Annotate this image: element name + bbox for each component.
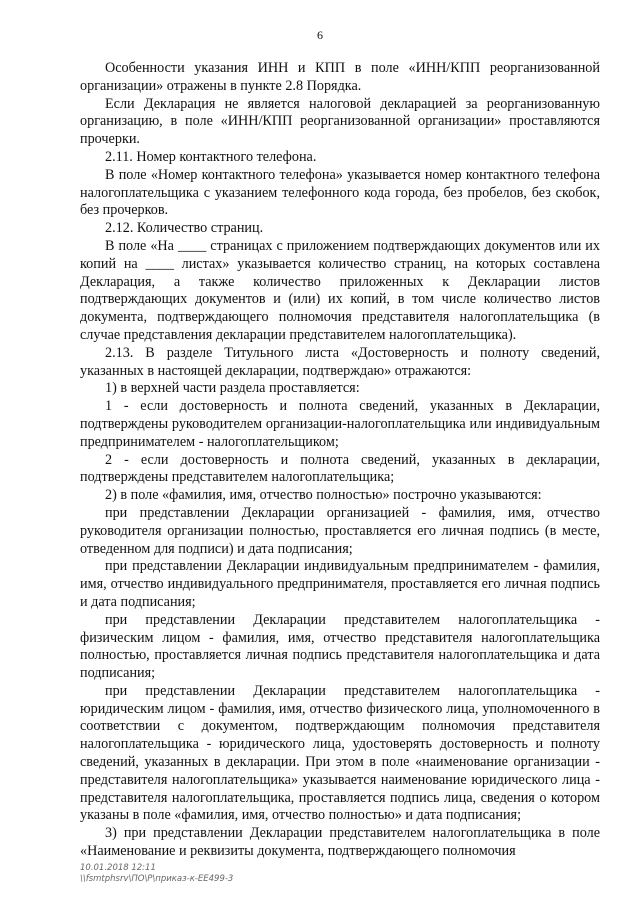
list-item: 3) при представлении Декларации представителем налогоплательщика в поле «Наименование и реквизиты документа, подтверждающего полномочия [80,825,600,860]
list-item: 1) в верхней части раздела проставляется: [105,380,360,397]
list-item: 2) в поле «фамилия, имя, отчество полностью» построчно указываются: [105,487,542,504]
page-number: 6 [317,28,323,42]
paragraph: В поле «На ____ страницах с приложением подтверждающих документов или их копий на ____ листах» указывается количество страниц, на которых составлена Декларация, а также количество приложенных к Декларации листов подтверждающих документов и (или) их копий, в том числе количество листов документа, подтверждающего полномочия представителя налогоплательщика (в случае представления декларации представителем налогоплательщика). [80,237,600,343]
paragraph: В поле «Номер контактного телефона» указывается номер контактного телефона налогоплательщика с указанием телефонного кода города, без пробелов, без скобок, без прочерков. [80,166,600,219]
footer-timestamp: 10.01.2018 12:11 [80,863,156,873]
document-footer [80,863,233,885]
section-heading-2-13: 2.13. В разделе Титульного листа «Достоверность и полноту сведений, указанных в настоящей декларации, подтверждаю» отражаются: [80,344,600,379]
paragraph: при представлении Декларации представителем налогоплательщика - физическим лицом - фамилия, имя, отчество представителя налогоплательщика полностью, проставляется личная подпись представителя налогоплательщика и дата подписания; [80,611,600,682]
list-item: 2 - если достоверность и полнота сведений, указанных в декларации, подтверждены представителем налогоплательщика; [80,451,600,486]
section-heading-2-12: 2.12. Количество страниц. [105,220,264,237]
section-heading-2-11: 2.11. Номер контактного телефона. [105,148,317,165]
paragraph: при представлении Декларации индивидуальным предпринимателем - фамилия, имя, отчество индивидуального предпринимателя, проставляется его личная подпись и дата подписания; [80,558,600,610]
paragraph: Особенности указания ИНН и КПП в поле «ИНН/КПП реорганизованной организации» отражены в пункте 2.8 Порядка. [80,60,600,94]
footer-file-path: \\fsmtphsrv\ПО\Р\приказ-к-ЕЕ499-3 [80,874,234,884]
paragraph: Если Декларация не является налоговой декларацией за реорганизованную организацию, в поле «ИНН/КПП реорганизованной организации» проставляются прочерки. [80,95,600,148]
paragraph: при представлении Декларации организацией - фамилия, имя, отчество руководителя организации полностью, проставляется его личная подпись (в месте, отведенном для подписи) и дата подписания; [80,504,600,557]
document-body [80,60,600,861]
list-item: 1 - если достоверность и полнота сведений, указанных в Декларации, подтверждены руководителем организации-налогоплательщика или индивидуальным предпринимателем - налогоплательщиком; [80,398,600,450]
paragraph: при представлении Декларации представителем налогоплательщика - юридическим лицом - фамилия, имя, отчество физического лица, уполномоченного в соответствии с документом, подтверждающим полномочия представителя налогоплательщика - юридического лица, удостоверять достоверность и полноту сведений, указанных в декларации. При этом в поле «наименование организации - представителя налогоплательщика» указывается наименование юридического лица - представителя налогоплательщика, проставляется подпись лица, сведения о котором указаны в поле «фамилия, имя, отчество полностью» и дата подписания; [80,682,600,824]
